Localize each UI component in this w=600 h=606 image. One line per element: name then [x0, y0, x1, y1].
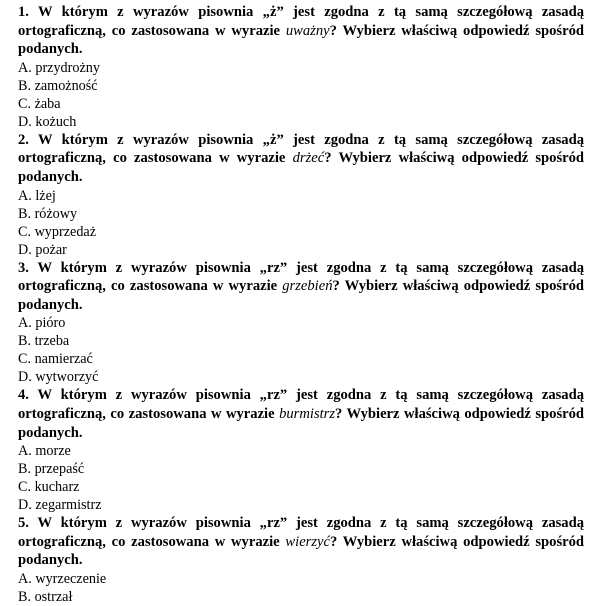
option-letter: D. [18, 497, 32, 514]
option-letter: B. [18, 461, 32, 478]
question-word: drżeć [292, 150, 325, 167]
option-text: lżej [35, 187, 56, 204]
question-prefix: W którym z wyrazów pisownia „ż” jest zgodna z tą samą szczegółową zasadą ortograficzną, co zastosowana w wyrazie [18, 131, 584, 167]
option-letter: A. [18, 570, 32, 587]
question-suffix: ? Wybierz właściwą odpowiedź spośród podanych. [18, 405, 585, 441]
option-d[interactable] [18, 113, 584, 131]
question-suffix: ? Wybierz właściwą odpowiedź spośród podanych. [18, 533, 585, 569]
option-d[interactable] [18, 496, 584, 514]
question-number: 2. [18, 131, 29, 148]
question-text [18, 259, 584, 315]
option-letter: D. [18, 113, 32, 130]
option-letter: C. [18, 479, 32, 496]
question-word: uważny [285, 22, 330, 39]
question-3 [18, 259, 584, 387]
option-letter: B. [18, 588, 32, 605]
option-text: ostrzał [34, 588, 73, 605]
question-number: 4. [18, 387, 29, 404]
option-text: różowy [34, 205, 78, 222]
option-letter: D. [18, 369, 32, 386]
option-c[interactable] [18, 223, 584, 241]
question-prefix: W którym z wyrazów pisownia „ż” jest zgodna z tą samą szczegółową zasadą ortograficzną, co zastosowana w wyrazie [18, 4, 584, 39]
option-letter: A. [18, 59, 32, 76]
option-c[interactable] [18, 95, 584, 113]
question-2 [18, 131, 584, 259]
question-suffix: ? Wybierz właściwą odpowiedź spośród podanych. [18, 150, 585, 185]
option-c[interactable] [18, 478, 584, 496]
question-text [18, 514, 584, 570]
option-b[interactable] [18, 332, 584, 350]
question-text [18, 386, 584, 442]
option-d[interactable] [18, 241, 584, 259]
option-a[interactable] [18, 187, 584, 205]
option-text: wytworzyć [35, 369, 99, 386]
question-5 [18, 514, 584, 606]
option-b[interactable] [18, 77, 584, 95]
option-letter: C. [18, 223, 32, 240]
option-letter: A. [18, 315, 32, 332]
option-letter: B. [18, 205, 32, 222]
question-suffix: ? Wybierz właściwą odpowiedź spośród podanych. [18, 278, 584, 313]
option-letter: C. [18, 351, 32, 368]
question-text [18, 3, 584, 59]
question-word: burmistrz [279, 405, 336, 422]
option-letter: B. [18, 333, 32, 350]
option-text: zamożność [34, 77, 98, 94]
option-text: morze [35, 443, 71, 460]
option-a[interactable] [18, 314, 584, 332]
option-text: kucharz [34, 479, 80, 496]
option-b[interactable] [18, 205, 584, 223]
question-suffix: ? Wybierz właściwą odpowiedź spośród podanych. [18, 22, 585, 58]
option-text: pożar [35, 241, 67, 258]
question-number: 3. [18, 259, 29, 276]
question-1 [18, 3, 584, 131]
option-text: wyprzedaż [34, 223, 97, 240]
option-letter: D. [18, 241, 32, 258]
option-text: pióro [35, 315, 66, 332]
option-text: żaba [34, 95, 61, 112]
question-4 [18, 386, 584, 514]
option-text: wyrzeczenie [35, 570, 107, 587]
option-text: przepaść [34, 461, 85, 478]
option-text: kożuch [35, 113, 77, 130]
option-text: przydrożny [35, 59, 100, 76]
question-text [18, 131, 584, 187]
question-prefix: W którym z wyrazów pisownia „rz” jest zgodna z tą samą szczegółową zasadą ortograficzną, co zastosowana w wyrazie [18, 515, 584, 550]
option-letter: A. [18, 187, 32, 204]
option-text: zegarmistrz [35, 497, 102, 514]
option-a[interactable] [18, 59, 584, 77]
option-a[interactable] [18, 570, 584, 588]
option-text: namierzać [34, 351, 93, 368]
option-letter: A. [18, 443, 32, 460]
option-b[interactable] [18, 460, 584, 478]
question-prefix: W którym z wyrazów pisownia „rz” jest zgodna z tą samą szczegółową zasadą ortograficzną, co zastosowana w wyrazie [18, 259, 584, 295]
option-c[interactable] [18, 350, 584, 368]
option-text: trzeba [34, 333, 70, 350]
question-word: grzebień [282, 278, 333, 295]
option-a[interactable] [18, 442, 584, 460]
option-letter: C. [18, 95, 32, 112]
question-number: 5. [18, 515, 29, 532]
option-d[interactable] [18, 368, 584, 386]
option-b[interactable] [18, 588, 584, 606]
question-prefix: W którym z wyrazów pisownia „rz” jest zgodna z tą samą szczegółową zasadą ortograficzną, co zastosowana w wyrazie [18, 387, 584, 422]
option-letter: B. [18, 77, 32, 94]
question-number: 1. [18, 4, 29, 20]
question-word: wierzyć [285, 533, 330, 550]
